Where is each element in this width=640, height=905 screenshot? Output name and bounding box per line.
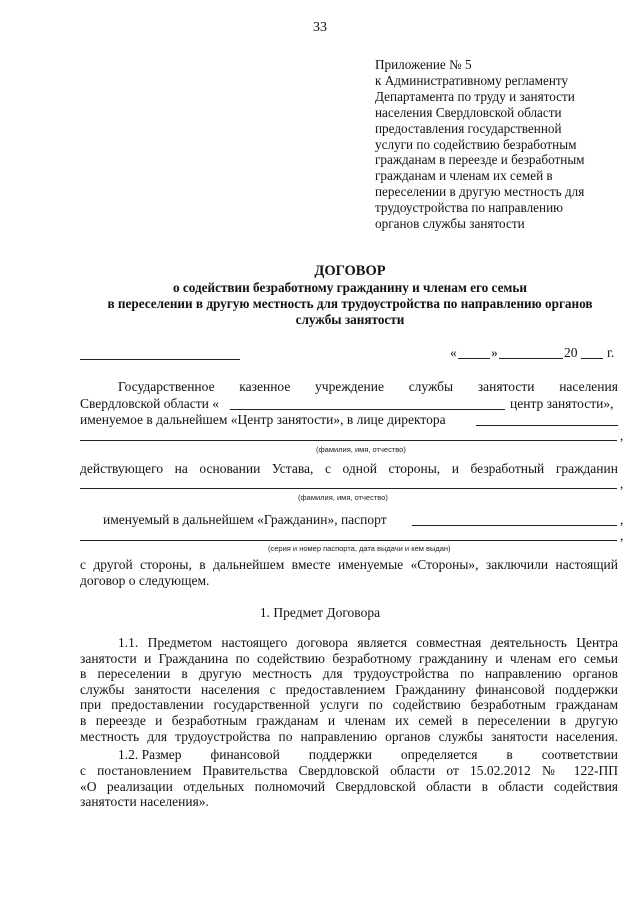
title-line: службы занятости xyxy=(295,311,405,327)
party-row-5 xyxy=(80,461,618,477)
text-line: «О реализации отдельных полномочий Свердловской области в области содействия xyxy=(80,778,618,794)
text-line: занятости и Гражданина по содействию безработному гражданину и членам его семьи xyxy=(80,650,618,666)
appendix-line: Приложение № 5 xyxy=(375,57,472,72)
date-year-blank xyxy=(581,358,603,359)
title-line: в переселении в другую местность для трудоустройства по направлению органов xyxy=(107,295,593,311)
party-row-2-right: центр занятости», xyxy=(510,396,614,411)
appendix-line: услуги по содействию безработным xyxy=(375,136,577,152)
word: безработный xyxy=(470,461,545,476)
party-closing xyxy=(80,557,618,588)
director-name-blank xyxy=(476,425,618,426)
party-row-7: именуемый в дальнейшем «Гражданин», паспорт xyxy=(103,512,387,527)
text-line: 1.1. Предметом настоящего договора является совместная деятельность Центра xyxy=(118,635,618,650)
word: населения xyxy=(559,379,618,394)
word: одной xyxy=(342,461,377,476)
appendix-line: гражданам в переезде и безработным xyxy=(375,152,585,168)
text-line: занятости населения». xyxy=(80,794,209,810)
word: занятости xyxy=(477,379,535,394)
passport-blank-2 xyxy=(80,540,617,541)
row-end-comma: , xyxy=(620,476,624,491)
word: действующего xyxy=(80,461,164,476)
paragraph-1-2-first-line xyxy=(118,747,618,763)
paragraph-1-2 xyxy=(80,763,618,810)
word: и xyxy=(451,461,459,476)
word: казенное xyxy=(239,379,291,394)
word: на xyxy=(174,461,188,476)
text-line: в переезде и безработным гражданам и членам их семей в переселении в другую xyxy=(80,712,618,728)
word: с xyxy=(324,461,331,476)
date-close-quote: » xyxy=(491,345,498,360)
party-row-2-left: Свердловской области « xyxy=(80,396,219,411)
text-line: местность для трудоустройства по направлению органов службы занятости населения. xyxy=(80,728,618,744)
section-1-heading: 1. Предмет Договора xyxy=(259,605,381,620)
page-number: 33 xyxy=(313,20,327,35)
date-month-blank xyxy=(499,358,563,359)
appendix-line: к Административному регламенту xyxy=(375,72,569,88)
row-end-comma: , xyxy=(620,428,624,443)
word: 1.2. Размер xyxy=(118,747,182,762)
word: финансовой xyxy=(210,747,280,762)
word: в xyxy=(506,747,513,762)
caption-fio-1: (фамилия, имя, отчество) xyxy=(316,445,406,454)
appendix-line: органов службы занятости xyxy=(375,216,525,232)
caption-fio-2: (фамилия, имя, отчество) xyxy=(298,493,388,502)
passport-blank xyxy=(412,525,617,526)
center-name-blank xyxy=(230,409,505,410)
text-line: с постановлением Правительства Свердловской области от 15.02.2012 № 122-ПП xyxy=(80,763,618,778)
citizen-name-blank xyxy=(80,488,617,489)
text-line: с другой стороны, в дальнейшем вместе именуемые «Стороны», заключили настоящий xyxy=(80,557,618,572)
title-heading: ДОГОВОР xyxy=(314,263,386,279)
word: соответствии xyxy=(541,747,618,762)
party-row-1 xyxy=(118,379,618,395)
word: стороны, xyxy=(388,461,441,476)
party-row-3: именуемое в дальнейшем «Центр занятости», в лице директора xyxy=(80,412,446,427)
word: службы xyxy=(408,379,454,394)
appendix-line: населения Свердловской области xyxy=(375,104,562,120)
word: учреждение xyxy=(315,379,384,394)
text-line: договор о следующем. xyxy=(80,572,210,588)
word: Государственное xyxy=(118,379,215,394)
text-line: службы занятости населения с предоставлением Гражданину финансовой поддержки xyxy=(80,681,618,697)
caption-passport: (серия и номер паспорта, дата выдачи и кем выдан) xyxy=(268,544,451,553)
row-end-comma: , xyxy=(620,528,624,543)
word: определяется xyxy=(400,747,478,762)
appendix-line: переселении в другую местность для xyxy=(375,184,585,200)
place-blank xyxy=(80,359,240,360)
text-line: в переселении в другую местность для трудоустройства по направлению органов xyxy=(80,666,618,682)
date-year-prefix: 20 xyxy=(564,345,578,360)
row-end-comma: , xyxy=(620,512,624,527)
date-day-blank xyxy=(458,358,490,359)
text-line: при предоставлении государственной услуги по содействию безработным гражданам xyxy=(80,697,618,713)
date-year-suffix: г. xyxy=(607,345,615,360)
appendix-line: гражданам и членам их семей в xyxy=(375,168,553,184)
word: основании xyxy=(199,461,261,476)
appendix-line: предоставления государственной xyxy=(375,120,562,136)
director-name-blank-2 xyxy=(80,440,617,441)
document-title xyxy=(60,262,640,327)
date-open-quote: « xyxy=(450,345,457,360)
appendix-block xyxy=(375,57,620,232)
title-line: о содействии безработному гражданину и членам его семьи xyxy=(173,280,527,295)
appendix-line: трудоустройства по направлению xyxy=(375,200,563,216)
word: поддержки xyxy=(308,747,372,762)
word: гражданин xyxy=(555,461,618,476)
paragraph-1-1 xyxy=(80,635,618,744)
word: Устава, xyxy=(271,461,314,476)
appendix-line: Департамента по труду и занятости xyxy=(375,88,575,104)
